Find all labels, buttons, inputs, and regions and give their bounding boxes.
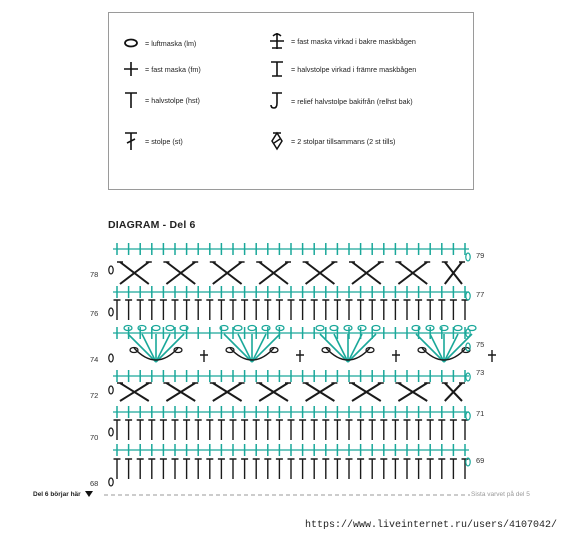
hdc-stitch [415,300,422,320]
hdc-stitch [125,459,132,479]
turning-chain [109,478,113,486]
hdc-stitch [148,300,155,320]
watermark-url: https://www.liveinternet.ru/users/4107042/ [305,520,558,531]
hdc-stitch [241,459,248,479]
hdc-stitch [369,459,376,479]
hdc-stitch [450,420,457,440]
hdc-stitch [322,300,329,320]
crossed-stitch [120,383,149,401]
hdc-stitch [450,459,457,479]
hdc-stitch [404,300,411,320]
chain-stitch [166,326,174,331]
diagram-title: DIAGRAM - Del 6 [108,219,196,231]
hdc-stitch [253,420,260,440]
start-label: Del 6 börjar här [33,491,93,498]
legend-box [108,12,474,190]
hdc-stitch [195,300,202,320]
crossed-stitch [352,262,381,284]
hdc-stitch [380,459,387,479]
crossed-stitch [259,383,288,401]
row-number-right: 69 [476,456,485,465]
fan-stitch [252,334,266,362]
hdc-stitch [462,300,469,320]
turning-chain [466,373,470,381]
hdc-stitch [357,459,364,479]
hdc-stitch [322,420,329,440]
hdc-stitch [218,420,225,440]
hdc-stitch [427,300,434,320]
turning-chain [466,292,470,300]
hdc-stitch [462,459,469,479]
hdc-stitch [299,300,306,320]
hdc-stitch [415,459,422,479]
hdc-stitch [253,300,260,320]
row-number-left: 76 [90,309,99,318]
hdc-stitch [137,300,144,320]
hdc-stitch [206,420,213,440]
sc-back-loop-icon [267,31,287,51]
sc-stitch [200,350,208,362]
hdc-stitch [438,300,445,320]
crossed-stitch [213,262,242,284]
hdc-stitch [369,420,376,440]
hdc-stitch [241,420,248,440]
row-number-right: 71 [476,409,485,418]
hdc-stitch [125,300,132,320]
hdc-stitch [160,300,167,320]
hdc-stitch [276,420,283,440]
hdc-stitch [392,300,399,320]
hdc-stitch [264,420,271,440]
crossed-stitch [306,383,335,401]
hdc-stitch [148,459,155,479]
back-post-hdc-icon [267,91,287,111]
hdc-stitch [241,300,248,320]
row-number-left: 70 [90,433,99,442]
hdc-stitch [392,459,399,479]
crossed-stitch [398,383,427,401]
hdc-stitch [288,300,295,320]
turning-chain [466,253,470,261]
turning-chain [109,354,113,362]
hdc-stitch [288,459,295,479]
hdc-stitch [253,459,260,479]
crossed-stitch [120,262,149,284]
crossed-stitch [445,383,462,401]
hdc-stitch [311,300,318,320]
turning-chain [109,386,113,394]
chain-stitch [344,326,352,331]
hdc-stitch [114,420,121,440]
row-number-right: 73 [476,368,485,377]
hdc-stitch [218,300,225,320]
hdc-stitch [427,420,434,440]
hdc-stitch [230,459,237,479]
turning-chain [109,308,113,316]
hdc-stitch [114,300,121,320]
legend-item-back-post: = relief halvstolpe bakifrån (relhst bak) [267,91,413,111]
sc-stitch [488,350,496,362]
hdc-stitch [195,420,202,440]
hdc-stitch [137,459,144,479]
hdc-stitch [462,420,469,440]
chain-stitch [454,326,462,331]
chain-stitch [138,326,146,331]
legend-item-sc: = fast maska (fm) [121,59,201,79]
dc2tog-icon [267,131,287,151]
hdc-stitch [195,459,202,479]
hdc-stitch [438,459,445,479]
crossed-stitch [213,383,242,401]
hdc-stitch [160,420,167,440]
hdc-stitch [450,300,457,320]
hdc-front-loop-icon [267,59,287,79]
hdc-stitch [114,459,121,479]
fan-stitch [334,334,348,362]
hdc-stitch [322,459,329,479]
row-number-left: 68 [90,479,99,488]
chain-stitch [152,326,160,331]
legend-item-dc2tog: = 2 stolpar tillsammans (2 st tills) [267,131,395,151]
hdc-stitch [404,420,411,440]
hdc-stitch [183,459,190,479]
turning-chain [466,412,470,420]
hdc-stitch [276,300,283,320]
fan-stitch [348,334,362,362]
legend-item-chain: = luftmaska (lm) [121,33,196,53]
turning-chain [109,428,113,436]
chain-stitch [372,326,380,331]
turning-chain [109,266,113,274]
hdc-stitch [230,420,237,440]
hdc-stitch [392,420,399,440]
legend-item-sc-back-loop: = fast maska virkad i bakre maskbågen [267,31,416,51]
row-number-left: 78 [90,270,99,279]
hdc-stitch [276,459,283,479]
fan-stitch [142,334,156,362]
chain-stitch-icon [121,33,141,53]
double-crochet-icon [121,131,141,151]
hdc-stitch [404,459,411,479]
hdc-stitch [380,300,387,320]
hdc-stitch [357,420,364,440]
hdc-stitch [172,459,179,479]
hdc-stitch [299,420,306,440]
hdc-stitch [311,459,318,479]
hdc-stitch [206,300,213,320]
hdc-stitch [346,300,353,320]
row-number-left: 74 [90,355,99,364]
crossed-stitch [166,262,195,284]
hdc-stitch [415,420,422,440]
crossed-stitch [445,262,462,284]
hdc-stitch [264,300,271,320]
chain-stitch [316,326,324,331]
row-number-right: 77 [476,290,485,299]
hdc-stitch [299,459,306,479]
hdc-stitch [438,420,445,440]
hdc-stitch [369,300,376,320]
hdc-stitch [380,420,387,440]
hdc-stitch [172,300,179,320]
hdc-stitch [334,459,341,479]
legend-item-dc: = stolpe (st) [121,131,183,151]
hdc-stitch [288,420,295,440]
hdc-stitch [183,300,190,320]
hdc-stitch [160,459,167,479]
chain-stitch [358,326,366,331]
legend-item-hdc: = halvstolpe (hst) [121,90,200,110]
fan-stitch [444,334,458,362]
single-crochet-icon [121,59,141,79]
chain-stitch [262,326,270,331]
hdc-stitch [183,420,190,440]
crossed-stitch [166,383,195,401]
hdc-stitch [427,459,434,479]
hdc-stitch [311,420,318,440]
start-arrow-icon [85,491,93,497]
hdc-stitch [346,420,353,440]
hdc-stitch [357,300,364,320]
hdc-stitch [218,459,225,479]
crossed-stitch [259,262,288,284]
crossed-stitch [352,383,381,401]
hdc-stitch [334,300,341,320]
end-label: Sista varvet på del 5 [471,491,530,498]
hdc-stitch [137,420,144,440]
crossed-stitch [306,262,335,284]
hdc-stitch [264,459,271,479]
hdc-stitch [230,300,237,320]
legend-item-hdc-front-loop: = halvstolpe virkad i främre maskbågen [267,59,416,79]
sc-stitch [296,350,304,362]
chain-stitch [248,326,256,331]
hdc-stitch [334,420,341,440]
half-double-crochet-icon [121,90,141,110]
hdc-stitch [346,459,353,479]
crochet-chart [0,232,564,502]
hdc-stitch [148,420,155,440]
hdc-stitch [172,420,179,440]
chain-stitch [234,326,242,331]
row-number-right: 75 [476,340,485,349]
row-number-left: 72 [90,391,99,400]
hdc-stitch [125,420,132,440]
hdc-stitch [206,459,213,479]
crossed-stitch [398,262,427,284]
row-number-right: 79 [476,251,485,260]
sc-stitch [392,350,400,362]
